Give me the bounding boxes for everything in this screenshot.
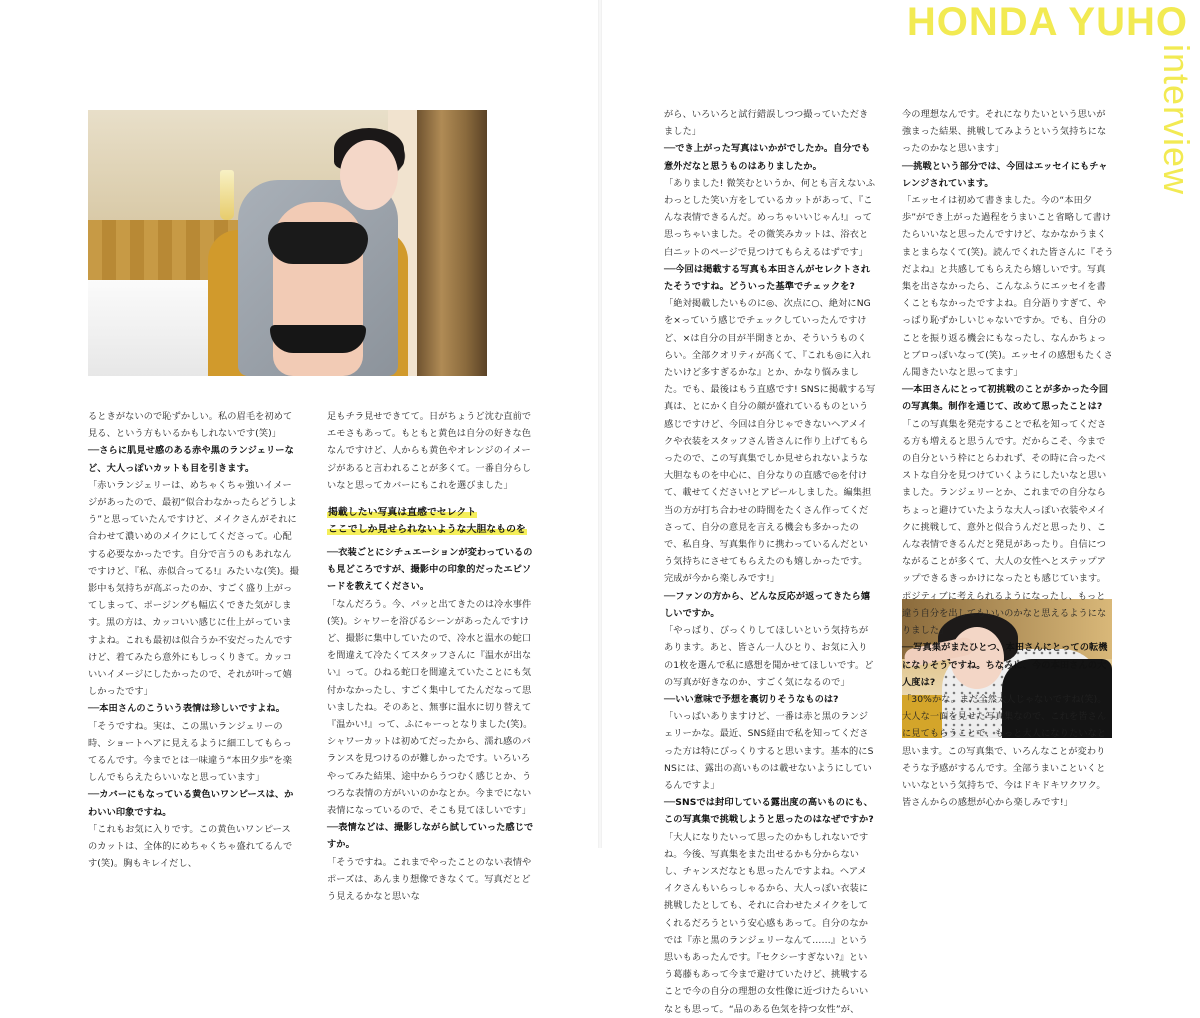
question: ──写真集がまたひとつ、本田さんにとっての転機になりそうですね。ちなみに、今の本田さんの大人度は? (902, 642, 1108, 688)
question: ──衣装ごとにシチュエーションが変わっているのも見どころですが、撮影中の印象的だったエピソードを教えてください。 (327, 547, 533, 593)
interview-vertical-label: interview (1156, 44, 1197, 196)
photo-champagne-glass (220, 170, 234, 220)
paragraph: 「大人になりたいって思ったのかもしれないですね。今後、写真集をまた出せるかも分からないし、チャンスだなとも思ったんですよね。ヘアメイクさんもいらっしゃるから、大人っぽい衣装に挑戦したとしても、それに合わせたメイクをしてくれるだろうという安心感もあって。自分のなかでは『赤と黒のランジェリーなんて……』という思いもあったんです。『セクシーすぎない?』という葛藤もあって今まで避けていたけど、挑戦することで今の自分の理想の女性像に近づけたらいいなとも思って。“品のある色気を持つ女性”が、 (664, 831, 869, 1015)
lead-heading (327, 504, 537, 538)
paragraph: 「いっぱいありますけど、一番は赤と黒のランジェリーかな。最近、SNS経由で私を知ってくださった方は特にびっくりすると思います。基本的にSNSには、露出の高いものは載せないようにしているんですよ」 (664, 711, 874, 791)
paragraph: 「ありました! 微笑むというか、何とも言えないふわっとした笑い方をしているカットがあって、『こんな表情できるんだ。めっちゃいいじゃん!』って思っちゃいました。その微笑みカットは、浴衣と白ニットのページで見つけてもらえるはずです」 (664, 177, 876, 258)
question: ──本田さんのこういう表情は珍しいですよね。 (88, 703, 286, 715)
photo-face (340, 140, 398, 210)
lead-line-1: 掲載したい写真は直感でセレクト (328, 507, 477, 519)
question: ──挑戦という部分では、今回はエッセイにもチャレンジされています。 (902, 160, 1108, 189)
question: ──SNSでは封印している露出度の高いものにも、この写真集で挑戦しようと思ったのはなぜですか? (664, 797, 874, 826)
interview-title: HONDA YUHO (906, 0, 1188, 44)
paragraph: 「絶対掲載したいものに◎、次点に○、絶対にNGを×っていう感じでチェックしていったんですけど、×は自分の目が半開きとか、そういうものくらい。全部クオリティが高くて、『これも◎に入れたいけど多すぎるかな』とか、かなり悩みました。でも、最後はもう直感です! SNSに掲載する写真は、とにかく自分の顔が盛れているものという感じですけど、今回は自分じゃできないヘアメイクや衣装をスタッフさん皆さんに作り上げてもらったので、この写真集でしか見せられないような大胆なものを中心に、自分なりの直感で◎を付けて、載せてください!とアピールしました。編集担当の方が打ち合わせの時間をたくさん作ってくださって、自分の意見を言える機会も多かったので、私自身、写真集作りに携わっているんだという気持ちにさせてもらえたのも嬉しかったです。完成が今から楽しみです!」 (664, 298, 876, 585)
paragraph: 「そうですね。実は、この黒いランジェリーの時、ショートヘアに見えるように細工してもらってるんです。今までとは一味違う“本田夕歩”を楽しんでもらえたらいいなと思っています」 (88, 720, 293, 784)
question: ──ファンの方から、どんな反応が返ってきたら嬉しいですか。 (664, 590, 871, 619)
text-column-2 (327, 408, 537, 905)
text-column-3 (664, 106, 876, 1018)
paragraph: 「そうですね。これまでやったことのない表情やポーズは、あんまり想像できなくて。写真だとどう見えるかなと思いな (327, 856, 532, 903)
paragraph: 「やっぱり、びっくりしてほしいという気持ちがあります。あと、皆さん一人ひとり、お気に入りの1枚を選んで私に感想を聞かせてほしいです。どの写真が好きなのか、すごく気になるので」 (664, 625, 874, 688)
paragraph: がら、いろいろと試行錯誤しつつ撮っていただきました」 (664, 109, 869, 138)
paragraph: るときがないので恥ずかしい。私の眉毛を初めて見る、という方もいるかもしれないです(笑)」 (88, 411, 293, 440)
question: ──表情などは、撮影しながら試していった感じですか。 (327, 822, 534, 851)
paragraph: 足もチラ見せできてて。日がちょうど沈む直前でエモさもあって。もともと黄色は自分の好きな色なんですけど、人からも黄色やオレンジのイメージがあると言われることが多くて。一番自分らしいなと思ってカバーにもこれを選びました」 (327, 411, 532, 491)
text-column-1 (88, 408, 300, 872)
question: ──カバーにもなっている黄色いワンピースは、かわいい印象ですね。 (88, 789, 294, 818)
lead-line-2: ここでしか見せられないような大胆なものを (328, 524, 526, 536)
paragraph: 「この写真集を発売することで私を知ってくださる方も増えると思うんです。だからこそ、今までの自分という枠にとらわれず、その時に合ったベストな自分を見つけていくようにしたいなと思いました。ランジェリーとか、これまでの自分ならちょっと避けていたような大人っぽい衣装やメイクに挑戦して、意外と似合うんだと思ったり、こんな表情できるんだと発見があったり。自信につながることが多くて、大人の女性へとステップアップできるきっかけになったとも感じています。ポジティブに考えられるようになったし、もっと違う自分を出してもいいのかなと思えるようになりました」 (902, 418, 1107, 637)
question: ──いい意味で予想を裏切りそうなものは? (664, 693, 839, 705)
paragraph: 「30%かな。まだ全然大人じゃないですね(笑)。大人な一面を見せた写真集なので、これを皆さんに見てもらうことで、もっと大人になりたいなと思います。この写真集で、いろんなことが変わりそうな予感がするんです。全部うまいこといくといいなという気持ちで、今はドキドキワクワク。皆さんからの感想が心から楽しみです!」 (902, 693, 1107, 809)
paragraph: 「エッセイは初めて書きました。今の“本田夕歩”ができ上がった過程をうまいこと省略して書けたらいいなと思ったんですけど、なかなかうまくまとまらなくて(笑)。読んでくれた皆さんに『そうだよね』と共感してもらえたら嬉しいです。写真集を出さなかったら、こんなふうにエッセイを書くこともなかったですよね。自分語りすぎて、やっぱり恥ずかしいじゃないですか。でも、自分のことを振り返る機会にもなったし、なんかちょっとブロっぽいなって(笑)。エッセイの感想もたくさん聞きたいなと思ってます」 (902, 195, 1114, 379)
paragraph: 今の理想なんです。それになりたいという思いが強まった結果、挑戦してみようという気持ちになったのかなと思います」 (902, 109, 1107, 155)
question: ──今回は掲載する写真も本田さんがセレクトされたそうですね。どういった基準でチェックを? (664, 263, 871, 293)
paragraph: 「なんだろう。今、パッと出てきたのは冷水事件(笑)。シャワーを浴びるシーンがあったんですけど、撮影に集中していたので、冷水と温水の蛇口を間違えて冷たくてスタッフさんに『温水が出ない』って。ひねる蛇口を間違えていたことにも気付かなかったし、すごく集中してたんだなって思いましたね。そのあと、無事に温水に切り替えて『温かい!』って、ふにゃーっとなりました(笑)。シャワーカットは初めてだったから、濡れ感のバランスを見つけるのが難しかったです。いろいろやってみた結果、途中からうつむく感じとか、うつろな表情の方がいいのかなとか。今までにない表情になっているので、そこも見てほしいです」 (327, 598, 533, 817)
paragraph: 「これもお気に入りです。この黄色いワンピースのカットは、全体的にめちゃくちゃ盛れてるんです(笑)。胸もキレイだし、 (88, 823, 293, 870)
paragraph: 「赤いランジェリーは、めちゃくちゃ強いイメージがあったので、最初“似合わなかったらどうしよう”と思っていたんですけど、メイクさんがそれに合わせて濃いめのメイクにしてくださって。心配する必要なかったです。自分で言うのもあれなんですけど、『私、赤似合ってる!』みたいな(笑)。撮影中も気持ちが高ぶったのか、すごく盛り上がってしまって、ポージングも幅広くできた気がします。黒の方は、カッコいい感じに仕上がっていますよね。これも最初は似合うか不安だったんですけど、着てみたら意外にもしっくりきて。カッコいいイメージにしたかったので、それが叶って嬉しかったです」 (88, 479, 299, 698)
photo-lingerie-bottom (270, 325, 366, 353)
photo-curtain (417, 110, 487, 376)
question: ──本田さんにとって初挑戦のことが多かった今回の写真集。制作を通じて、改めて思ったことは? (902, 384, 1109, 413)
photo-lingerie-top (268, 222, 368, 264)
main-photo (88, 110, 487, 376)
question: ──でき上がった写真はいかがでしたか。自分でも意外だなと思うものはありましたか。 (664, 143, 871, 172)
question: ──さらに肌見せ感のある赤や黒のランジェリーなど、大人っぽいカットも目を引きます。 (88, 445, 294, 474)
page-gutter (598, 0, 602, 848)
text-column-4 (902, 106, 1114, 811)
